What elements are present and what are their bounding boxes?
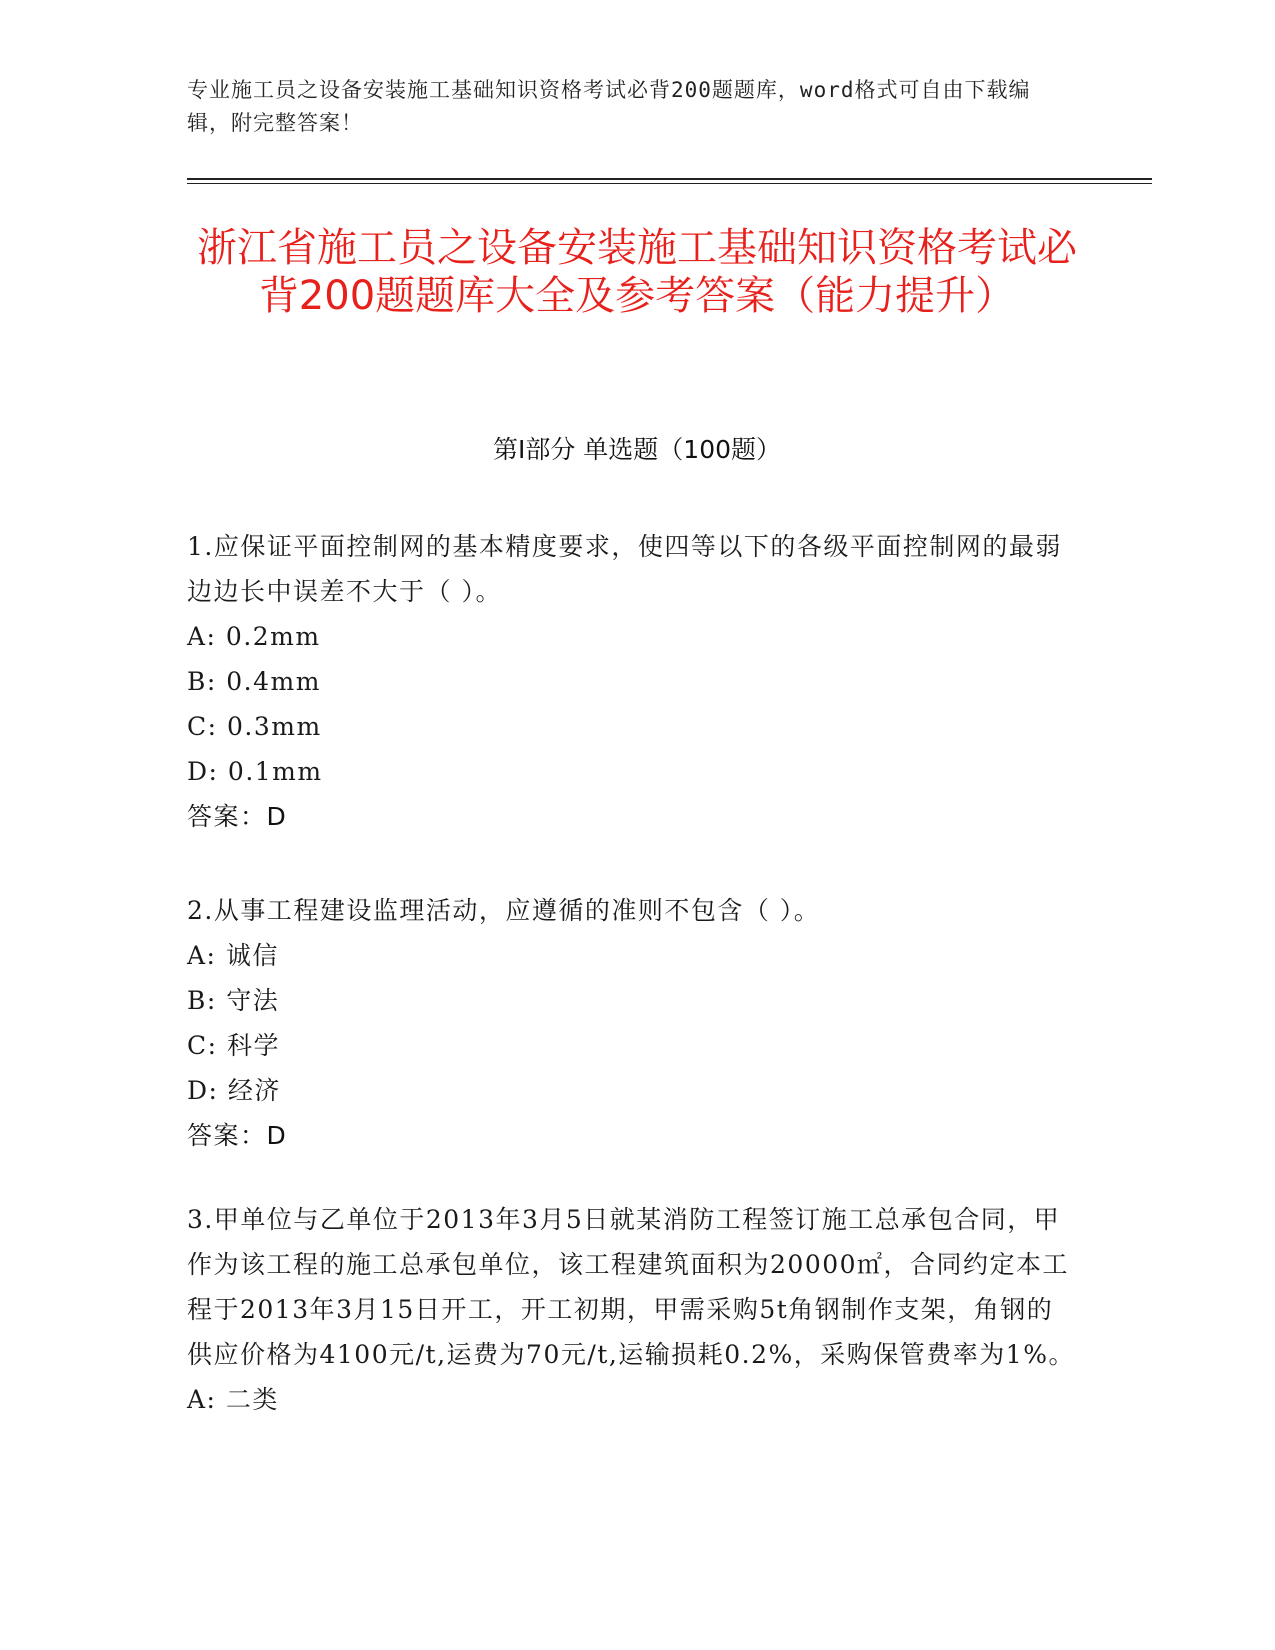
question-stem: 2.从事工程建设监理活动，应遵循的准则不包含（ ）。	[187, 896, 821, 925]
option-c: C: 科学	[187, 1031, 280, 1060]
header-rule-thin	[187, 183, 1152, 184]
option-d: D: 经济	[187, 1076, 281, 1105]
option-a: A: 二类	[187, 1385, 279, 1414]
header-note: 专业施工员之设备安装施工基础知识资格考试必背200题题库，word格式可自由下载编辑，附完整答案！	[187, 78, 1031, 135]
document-title: 浙江省施工员之设备安装施工基础知识资格考试必背200题题库大全及参考答案（能力提升）	[197, 225, 1077, 319]
option-a: A: 0.2mm	[187, 622, 321, 651]
option-c: C: 0.3mm	[187, 712, 322, 741]
question-2	[187, 888, 1077, 1158]
section-title: 第Ⅰ部分 单选题（100题）	[492, 435, 782, 464]
question-1	[187, 524, 1077, 839]
answer: 答案：D	[187, 1121, 288, 1150]
answer: 答案：D	[187, 802, 288, 831]
option-a: A: 诚信	[187, 941, 279, 970]
option-b: B: 守法	[187, 986, 280, 1015]
option-d: D: 0.1mm	[187, 757, 323, 786]
question-3	[187, 1197, 1077, 1422]
question-stem: 1.应保证平面控制网的基本精度要求，使四等以下的各级平面控制网的最弱边边长中误差不大于（ ）。	[187, 532, 1062, 606]
header-rule-thick	[187, 178, 1152, 180]
question-stem: 3.甲单位与乙单位于2013年3月5日就某消防工程签订施工总承包合同，甲作为该工程的施工总承包单位，该工程建筑面积为20000㎡，合同约定本工程于2013年3月15日开工，开工初期，甲需采购5t角钢制作支架，角钢的供应价格为4100元/t,运费为70元/t,运输损耗0.2%，采购保管费率为1%。	[187, 1205, 1075, 1369]
option-b: B: 0.4mm	[187, 667, 321, 696]
